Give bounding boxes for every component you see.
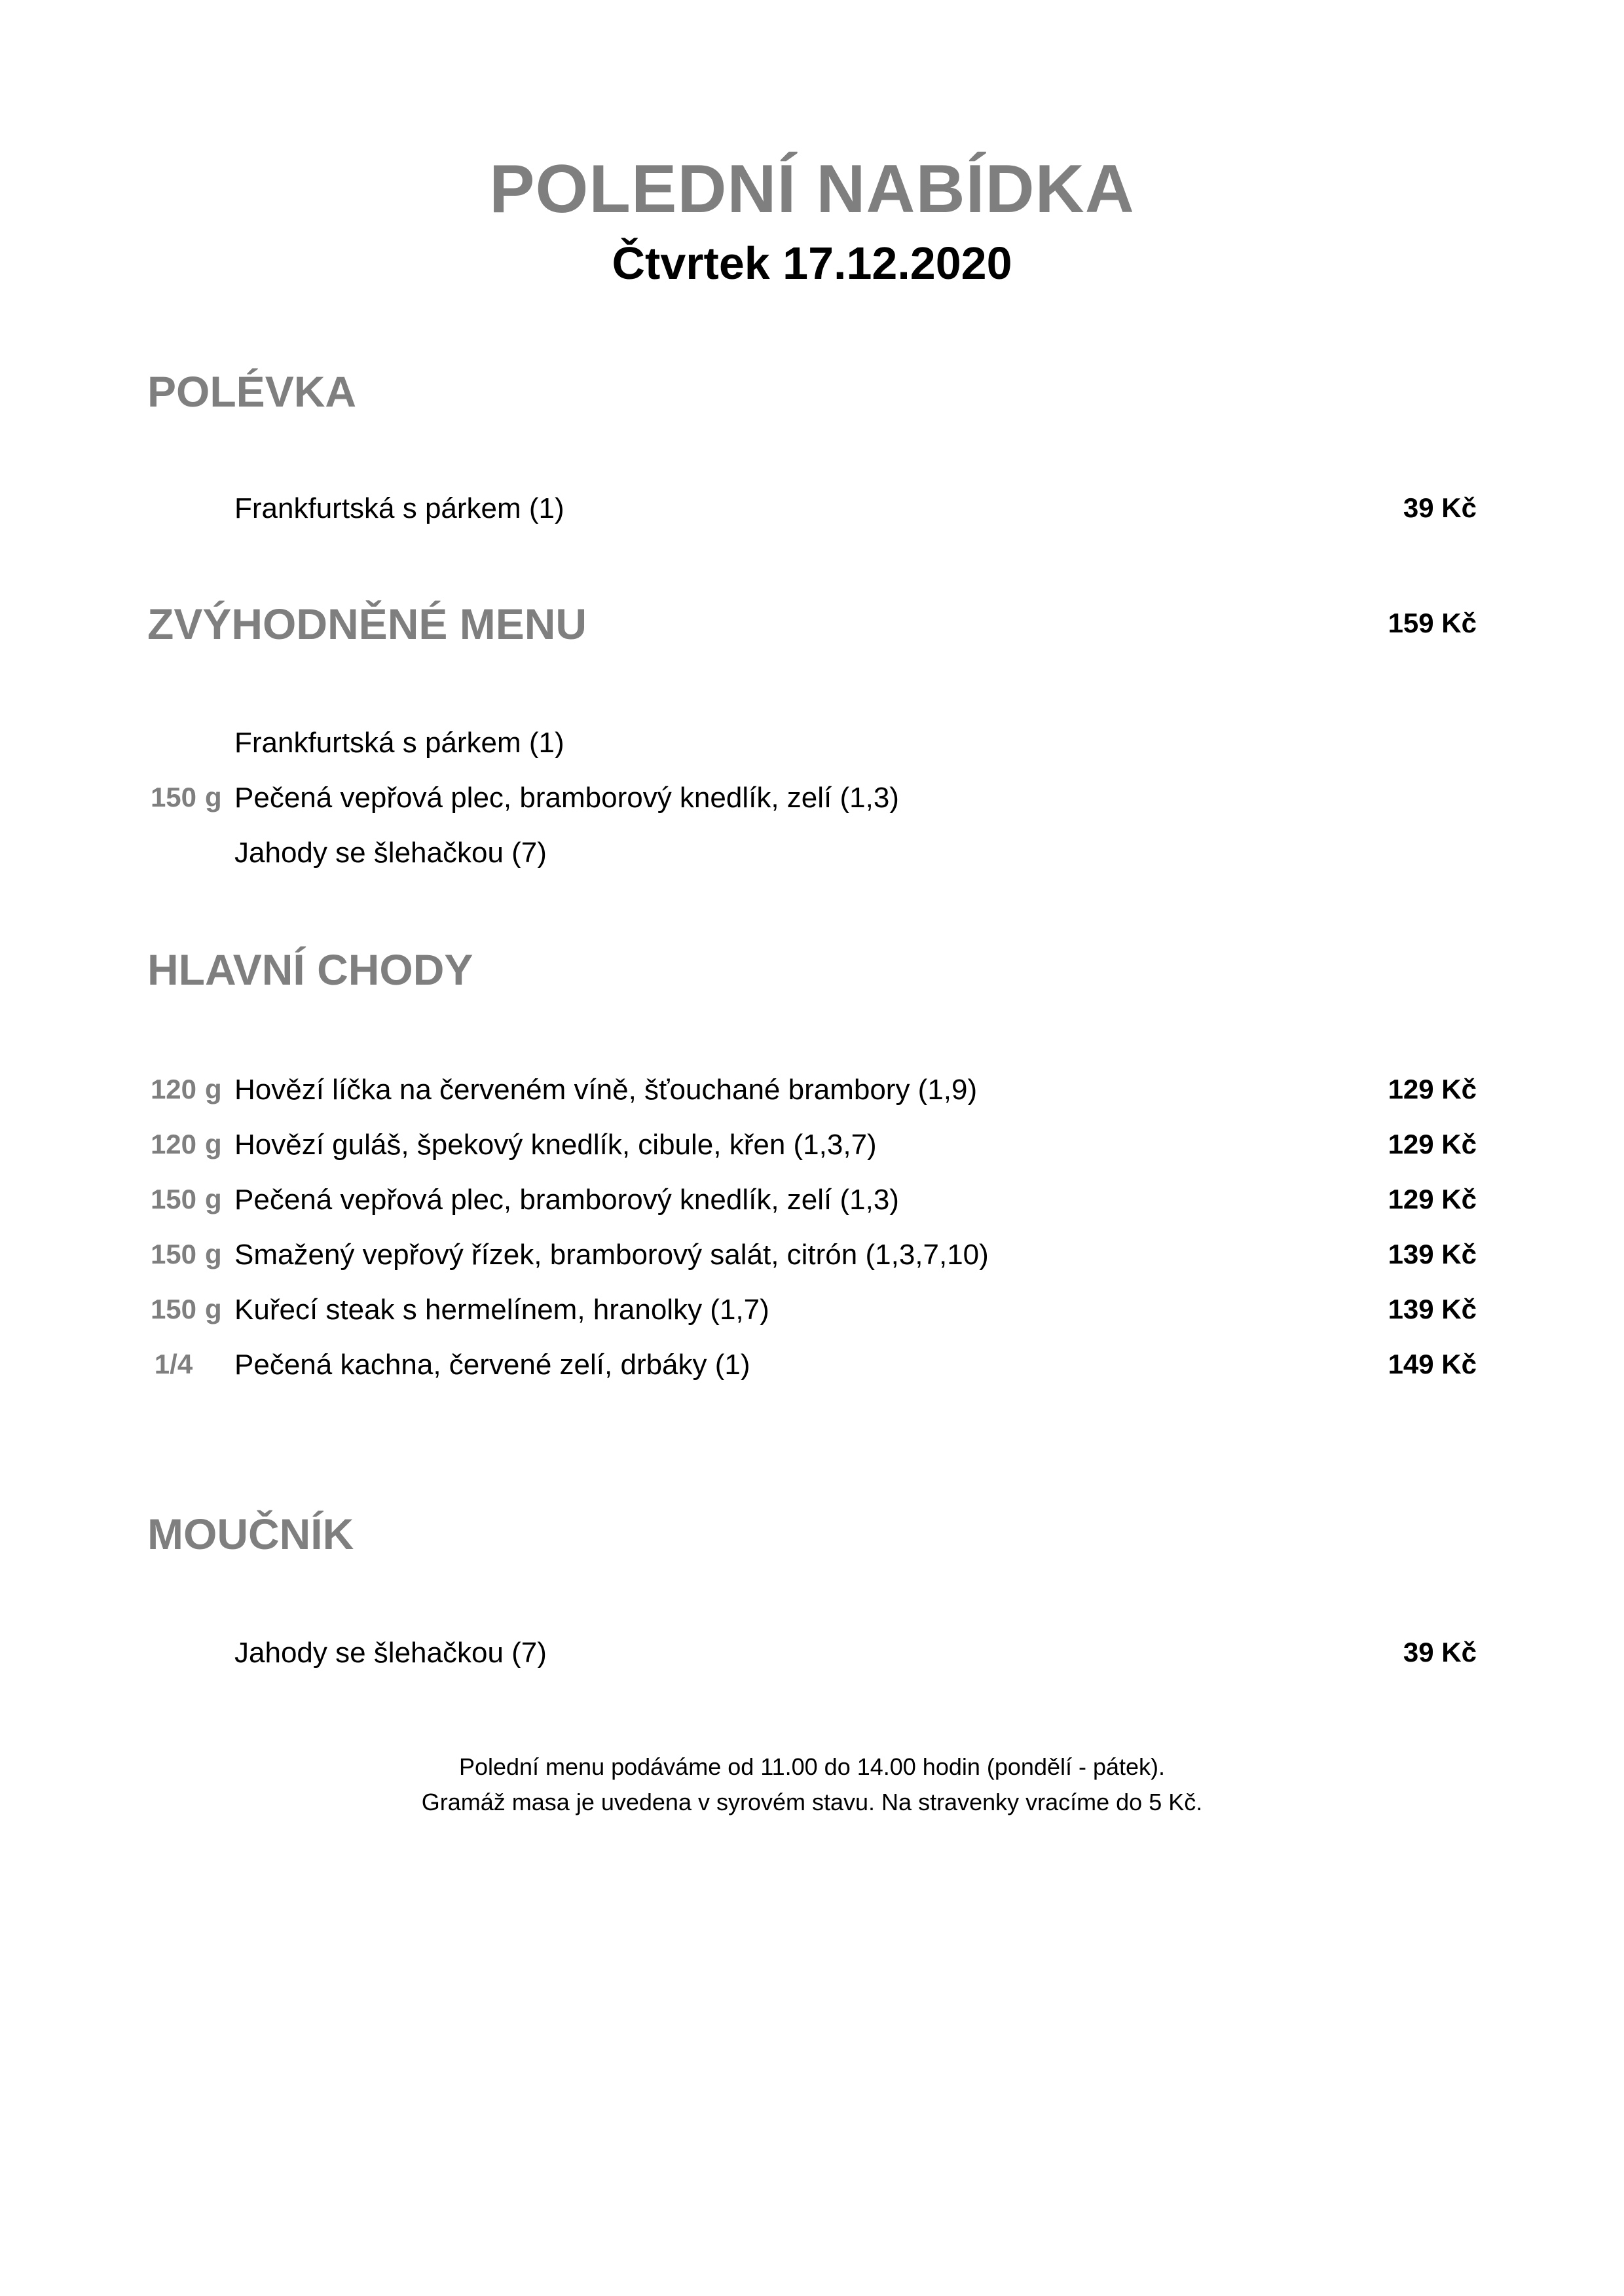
dish-weight: 1/4	[154, 1349, 193, 1379]
dish-weight-unit: g	[205, 1239, 222, 1269]
menu-item-row	[0, 1637, 1624, 1684]
dish-price: 149 Kč	[1388, 1349, 1477, 1379]
dish-weight: 120	[150, 1129, 197, 1159]
dish-name: Pečená vepřová plec, bramborový knedlík, zelí (1,3)	[234, 1184, 899, 1216]
dish-weight-unit: g	[205, 1074, 222, 1104]
footer-note-hours: Polední menu podáváme od 11.00 do 14.00 hodin (pondělí - pátek).	[458, 1753, 1166, 1780]
dish-name: Kuřecí steak s hermelínem, hranolky (1,7)	[234, 1294, 769, 1326]
dish-name: Pečená vepřová plec, bramborový knedlík, zelí (1,3)	[234, 782, 899, 814]
dish-weight: 150	[150, 1184, 197, 1214]
section-heading-soup: POLÉVKA	[147, 367, 357, 416]
dish-price: 129 Kč	[1388, 1074, 1477, 1104]
dish-name: Smažený vepřový řízek, bramborový salát, citrón (1,3,7,10)	[234, 1239, 989, 1271]
dish-name: Hovězí guláš, špekový knedlík, cibule, křen (1,3,7)	[234, 1129, 877, 1161]
menu-item-row	[0, 727, 1624, 774]
menu-item-row	[0, 1239, 1624, 1286]
dish-price: 129 Kč	[1388, 1129, 1477, 1159]
page-title: POLEDNÍ NABÍDKA	[489, 151, 1135, 227]
menu-item-row	[0, 1074, 1624, 1121]
dish-name: Jahody se šlehačkou (7)	[234, 1637, 547, 1669]
menu-item-row	[0, 492, 1624, 539]
menu-item-row	[0, 1349, 1624, 1396]
dish-weight: 150	[150, 1239, 197, 1269]
dish-name: Pečená kachna, červené zelí, drbáky (1)	[234, 1349, 750, 1381]
dish-name: Hovězí líčka na červeném víně, šťouchané brambory (1,9)	[234, 1074, 978, 1106]
menu-item-row	[0, 1294, 1624, 1341]
dish-weight: 150	[150, 782, 197, 812]
dish-weight-unit: g	[205, 782, 222, 812]
dish-price: 39 Kč	[1403, 1637, 1477, 1667]
menu-date: Čtvrtek 17.12.2020	[612, 238, 1012, 289]
dish-name: Jahody se šlehačkou (7)	[234, 837, 547, 869]
section-heading-dessert: MOUČNÍK	[147, 1510, 354, 1558]
dish-price: 139 Kč	[1388, 1294, 1477, 1324]
dish-weight: 120	[150, 1074, 197, 1104]
menu-item-row	[0, 782, 1624, 829]
footer-note-weight: Gramáž masa je uvedena v syrovém stavu. Na stravenky vracíme do 5 Kč.	[421, 1789, 1203, 1815]
dish-weight-unit: g	[205, 1129, 222, 1159]
dish-name: Frankfurtská s párkem (1)	[234, 492, 564, 524]
menu-item-row	[0, 1129, 1624, 1176]
menu-item-row	[0, 837, 1624, 884]
dish-weight-unit: g	[205, 1184, 222, 1214]
dish-name: Frankfurtská s párkem (1)	[234, 727, 564, 759]
dish-price: 129 Kč	[1388, 1184, 1477, 1214]
section-heading-value-menu: ZVÝHODNĚNÉ MENU	[147, 600, 587, 648]
dish-price: 39 Kč	[1403, 492, 1477, 523]
menu-item-row	[0, 1184, 1624, 1231]
value-menu-price: 159 Kč	[1388, 608, 1477, 638]
dish-weight: 150	[150, 1294, 197, 1324]
dish-price: 139 Kč	[1388, 1239, 1477, 1269]
dish-weight-unit: g	[205, 1294, 222, 1324]
section-heading-mains: HLAVNÍ CHODY	[147, 945, 473, 994]
